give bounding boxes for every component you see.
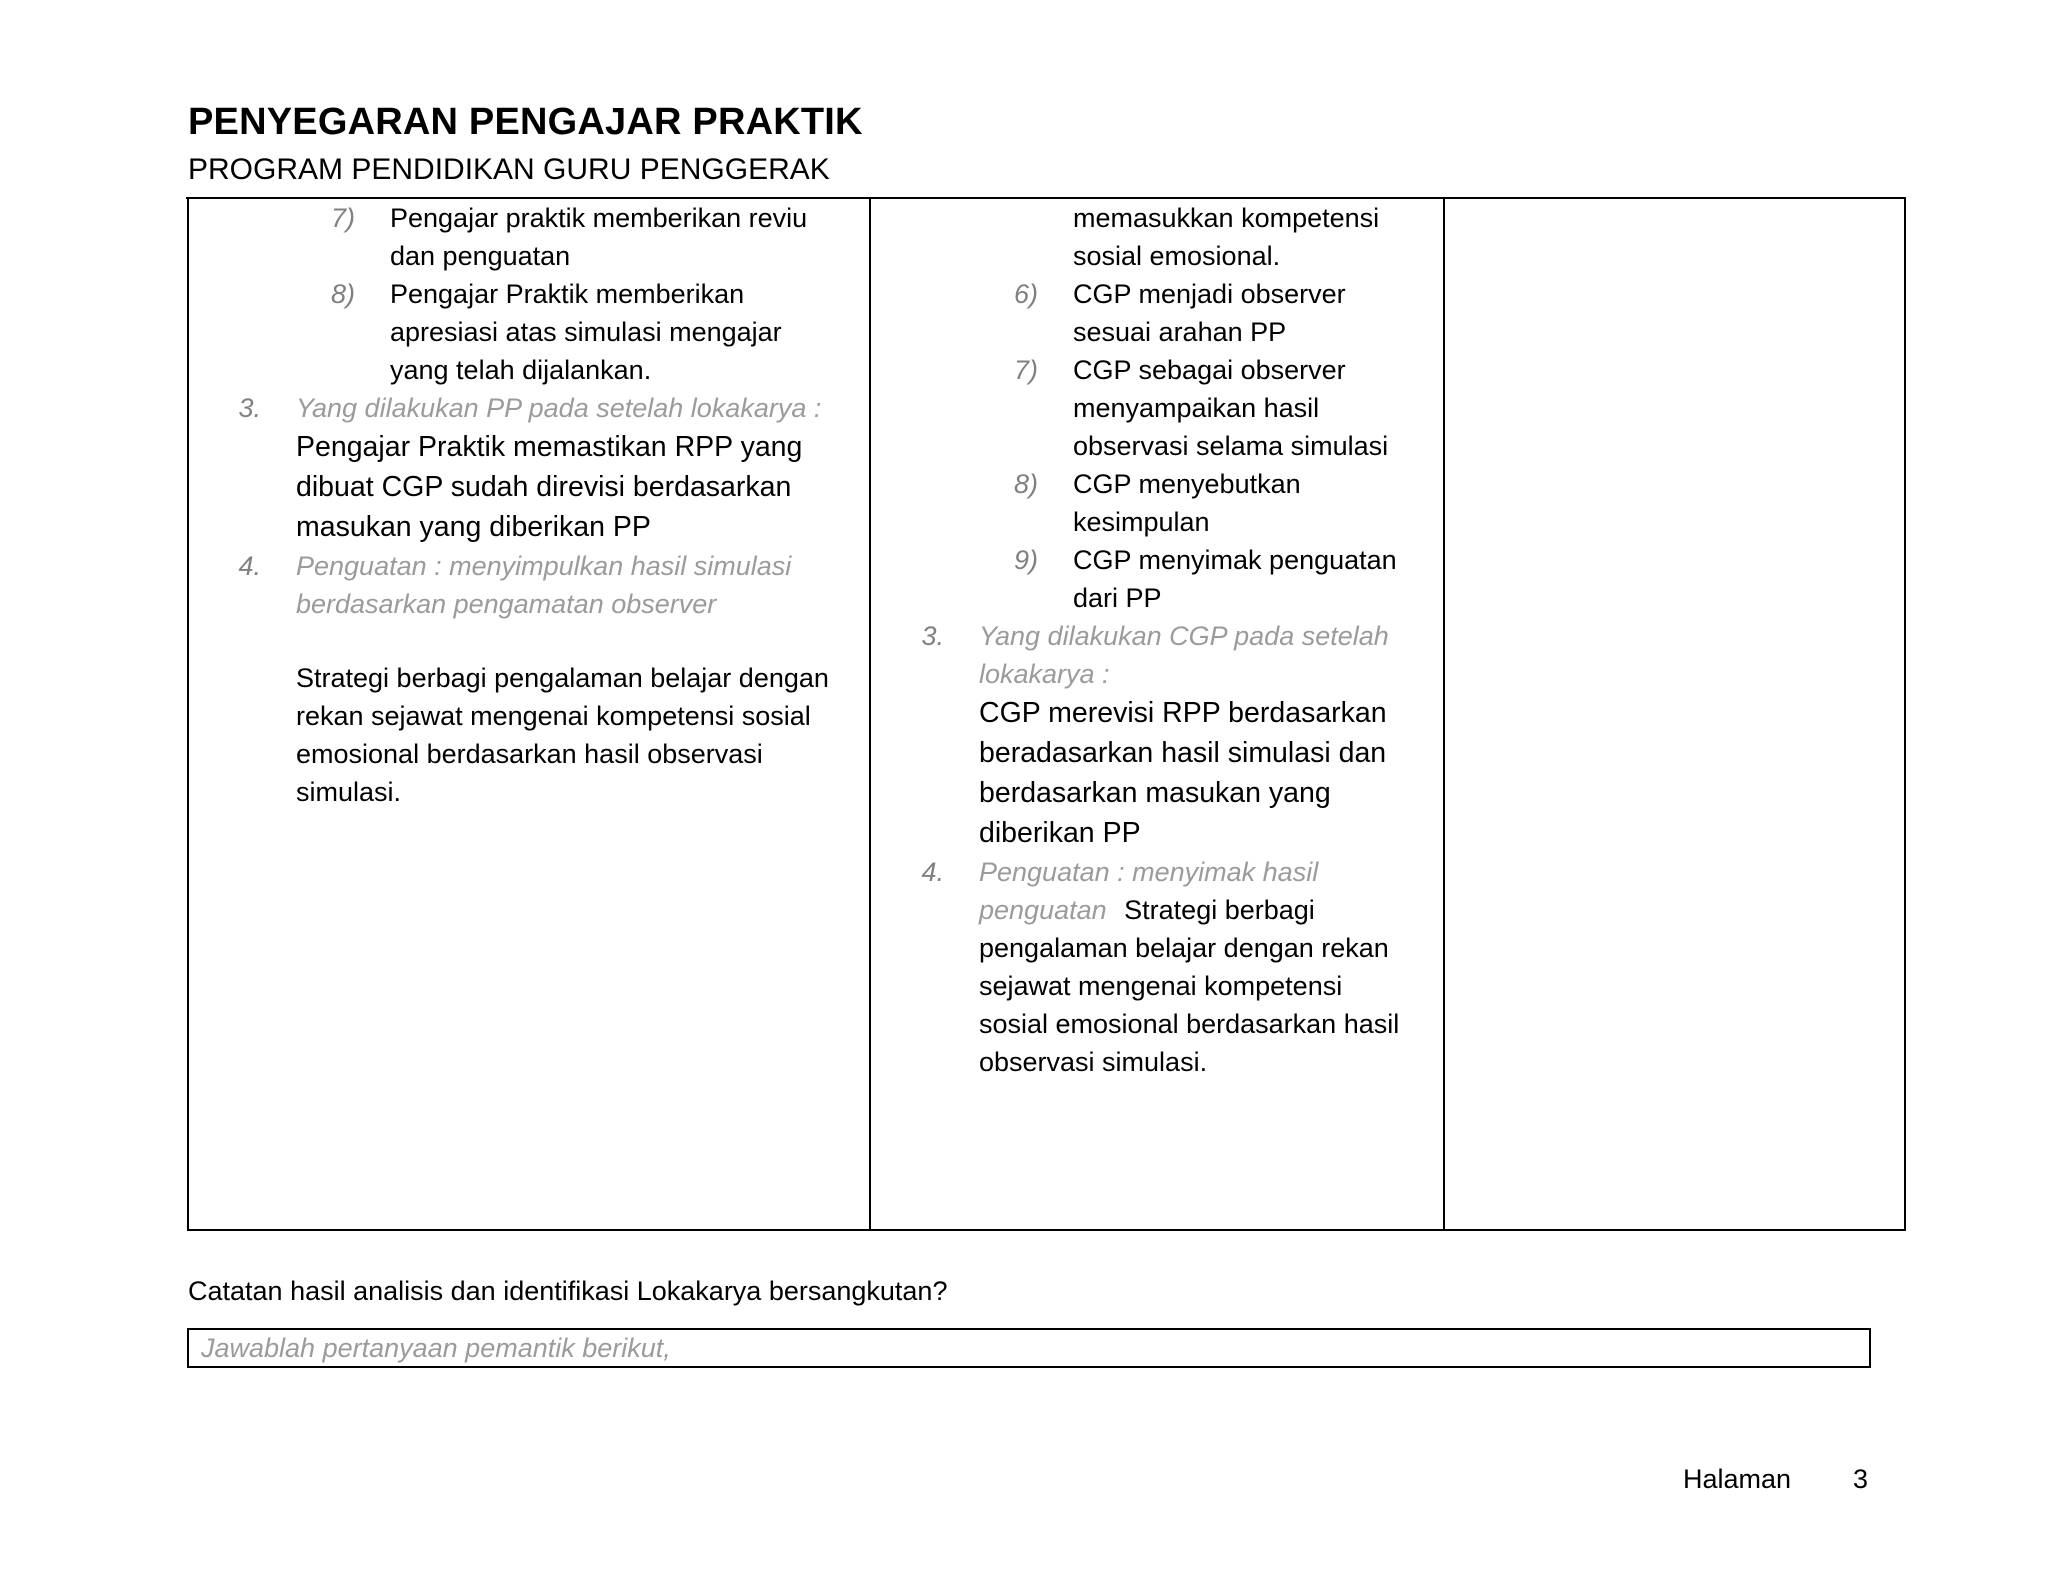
page-number: 3 <box>1853 1464 1869 1494</box>
section-heading <box>188 547 868 585</box>
notes-question: Catatan hasil analisis dan identifikasi Lokakarya bersangkutan? <box>188 1276 948 1306</box>
strategy-text: sosial emosional berdasarkan hasil <box>979 1009 1400 1039</box>
strategy-text: pengalaman belajar dengan rekan <box>979 933 1389 963</box>
list-text-continued: dari PP <box>1073 583 1162 613</box>
list-item <box>871 351 1441 389</box>
list-text-continued: sesuai arahan PP <box>1073 317 1287 347</box>
list-text-continued: kesimpulan <box>1073 507 1210 537</box>
column-cgp-activities <box>871 199 1441 1081</box>
list-text-continued: yang telah dijalankan. <box>390 355 652 385</box>
section-heading <box>188 389 868 427</box>
section-heading <box>871 617 1441 655</box>
section-number: 4. <box>921 857 944 887</box>
section-body: masukan yang diberikan PP <box>296 511 651 543</box>
list-text-continued: apresiasi atas simulasi mengajar <box>390 317 782 347</box>
spacer <box>188 623 868 659</box>
list-number: 9) <box>1013 545 1038 575</box>
strategy-text: rekan sejawat mengenai kompetensi sosial <box>296 701 811 731</box>
list-text: CGP menyimak penguatan <box>1073 545 1397 575</box>
list-text-continued: memasukkan kompetensi <box>1073 203 1380 233</box>
list-text-continued: dan penguatan <box>390 241 571 271</box>
list-number: 7) <box>330 203 355 233</box>
list-number: 8) <box>330 279 355 309</box>
list-text-continued: sosial emosional. <box>1073 241 1281 271</box>
list-item <box>871 541 1441 579</box>
answer-field[interactable] <box>187 1328 1871 1368</box>
strategy-text: simulasi. <box>296 777 402 807</box>
column-pp-activities <box>188 199 868 811</box>
page-label: Halaman <box>1683 1464 1792 1494</box>
section-number: 3. <box>238 393 261 423</box>
section-heading-text: Penguatan : menyimpulkan hasil simulasi <box>296 551 792 581</box>
section-heading-text: Yang dilakukan CGP pada setelah <box>979 621 1389 651</box>
strategy-text: emosional berdasarkan hasil observasi <box>296 739 763 769</box>
section-body: beradasarkan hasil simulasi dan <box>979 737 1387 769</box>
list-text-continued: menyampaikan hasil <box>1073 393 1320 423</box>
section-heading-text: Yang dilakukan PP pada setelah lokakarya : <box>296 393 822 423</box>
document-title: PENYEGARAN PENGAJAR PRAKTIK <box>188 101 863 143</box>
list-text: CGP sebagai observer <box>1073 355 1346 385</box>
list-number: 7) <box>1013 355 1038 385</box>
section-heading-text: berdasarkan pengamatan observer <box>296 589 717 619</box>
list-text-continued: observasi selama simulasi <box>1073 431 1389 461</box>
column-notes-empty <box>1445 199 1905 1229</box>
strategy-text: observasi simulasi. <box>979 1047 1208 1077</box>
list-item <box>871 275 1441 313</box>
list-item <box>188 275 868 313</box>
list-item <box>871 465 1441 503</box>
list-text: CGP menyebutkan <box>1073 469 1301 499</box>
section-body: dibuat CGP sudah direvisi berdasarkan <box>296 471 792 503</box>
section-body: diberikan PP <box>979 817 1141 849</box>
list-text: Pengajar praktik memberikan reviu <box>390 203 808 233</box>
section-number: 4. <box>238 551 261 581</box>
strategy-text: Strategi berbagi <box>1124 895 1315 925</box>
section-body: CGP merevisi RPP berdasarkan <box>979 697 1387 729</box>
strategy-text: sejawat mengenai kompetensi <box>979 971 1343 1001</box>
section-number: 3. <box>921 621 944 651</box>
list-text: CGP menjadi observer <box>1073 279 1346 309</box>
document-subtitle: PROGRAM PENDIDIKAN GURU PENGGERAK <box>188 153 830 186</box>
section-heading-text: Penguatan : menyimak hasil <box>979 857 1319 887</box>
list-number: 8) <box>1013 469 1038 499</box>
section-heading-text: lokakarya : <box>979 659 1110 689</box>
strategy-text: Strategi berbagi pengalaman belajar dengan <box>296 663 829 693</box>
answer-placeholder: Jawablah pertanyaan pemantik berikut, <box>201 1333 671 1363</box>
list-item <box>188 199 868 237</box>
section-heading-text: penguatan <box>979 895 1107 925</box>
section-heading <box>871 853 1441 891</box>
section-body: Pengajar Praktik memastikan RPP yang <box>296 431 803 463</box>
section-body <box>871 891 1441 929</box>
list-number: 6) <box>1013 279 1038 309</box>
section-body: berdasarkan masukan yang <box>979 777 1331 809</box>
list-text: Pengajar Praktik memberikan <box>390 279 745 309</box>
